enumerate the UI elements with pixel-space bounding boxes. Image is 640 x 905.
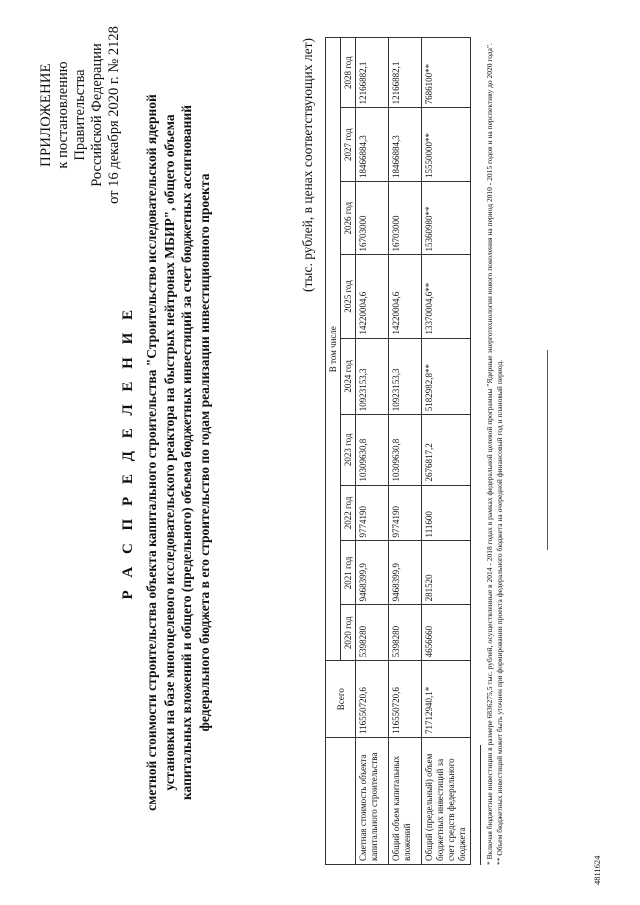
row-value: 10923153,3: [389, 338, 422, 415]
heading-block: [0, 40, 213, 865]
distribution-table: [325, 37, 471, 865]
header-year: 2025 год: [341, 255, 356, 338]
row-label: Общий (предельный) объем бюджетных инвестиций за счет средств федерального бюджета: [422, 738, 471, 865]
document-subtitle: сметной стоимости строительства объекта капитального строительства "Строительство исследовательской ядерной установки на базе многоцелевого исследовательского реактора на быстрых нейтронах МБИР", общего объема капитальных вложений и общего (предельного) объема бюджетных инвестиций за счет бюджетных ассигнований федерального бюджета в его строительство по годам реализации инвестиционного проекта: [144, 94, 212, 811]
header-in-that-number: В том числе: [326, 38, 341, 661]
row-value: 4656660: [422, 605, 471, 661]
units-note: (тыс. рублей, в ценах соответствующих лет): [300, 38, 315, 292]
row-value: 13370004,6**: [422, 255, 471, 338]
footnote-divider: [480, 745, 481, 865]
row-value: 5398280: [389, 605, 422, 661]
row-label: Общий объем капитальных вложений: [389, 738, 422, 865]
row-value: 9774190: [389, 485, 422, 541]
row-value: 111600: [422, 485, 471, 541]
row-value: 281520: [422, 541, 471, 605]
row-value: 9468399,9: [389, 541, 422, 605]
header-year: 2027 год: [341, 108, 356, 182]
row-value: 9774190: [356, 485, 389, 541]
document-number: 4811624: [592, 855, 602, 885]
row-value: 10309630,8: [356, 415, 389, 485]
row-value: 9468399,9: [356, 541, 389, 605]
header-year: 2024 год: [341, 338, 356, 415]
row-value: 16703000: [389, 181, 422, 255]
row-value: 12166882,1: [389, 38, 422, 108]
row-label: Сметная стоимость объекта капитального строительства: [356, 738, 389, 865]
row-value: 2676817,2: [422, 415, 471, 485]
row-value: 10923153,3: [356, 338, 389, 415]
row-total: 116550720,6: [356, 661, 389, 738]
row-value: 12166882,1: [356, 38, 389, 108]
appendix-line-1: к постановлению Правительства: [55, 61, 88, 169]
decree-date: от 16 декабря 2020 г. № 2128: [106, 26, 122, 204]
row-total: 71712940,1*: [422, 661, 471, 738]
header-year: 2028 год: [341, 38, 356, 108]
appendix-line-2: Российской Федерации: [89, 43, 105, 187]
header-year: 2021 год: [341, 541, 356, 605]
row-value: 18466884,3: [356, 108, 389, 182]
header-year: 2022 год: [341, 485, 356, 541]
row-value: 16703000: [356, 181, 389, 255]
header-year: 2020 год: [341, 605, 356, 661]
table-row: [389, 38, 422, 865]
row-value: 10309630,8: [389, 415, 422, 485]
row-value: 7686100**: [422, 38, 471, 108]
header-year: 2023 год: [341, 415, 356, 485]
row-value: 15360980**: [422, 181, 471, 255]
row-value: 5182982,8**: [422, 338, 471, 415]
header-total: Всего: [326, 661, 356, 738]
end-divider: [547, 350, 548, 550]
document-title: Р А С П Р Е Д Е Л Е Н И Е: [120, 305, 136, 600]
row-value: 15550000**: [422, 108, 471, 182]
appendix-title: ПРИЛОЖЕНИЕ: [38, 63, 54, 167]
row-value: 18466884,3: [389, 108, 422, 182]
table-row: [422, 38, 471, 865]
row-value: 14220004,6: [356, 255, 389, 338]
table-row: [356, 38, 389, 865]
row-value: 14220004,6: [389, 255, 422, 338]
row-value: 5398280: [356, 605, 389, 661]
footnote-1: * Включая бюджетные инвестиции в размере 6836275,5 тыс. рублей, осуществленные в 2014 - 2018 годах в рамках федеральной целевой программы "Ядерные энерготехнологии нового поколения на период 2010 - 2015 годов и на перспективу до 2020 года".: [485, 43, 494, 865]
header-empty: [326, 738, 356, 865]
row-total: 116550720,6: [389, 661, 422, 738]
footnote-2: ** Объем бюджетных инвестиций может быть уточнен при формировании проекта федерального бюджета на очередной финансовый год и плановый период.: [495, 359, 504, 865]
footnotes: [485, 35, 505, 865]
header-year: 2026 год: [341, 181, 356, 255]
